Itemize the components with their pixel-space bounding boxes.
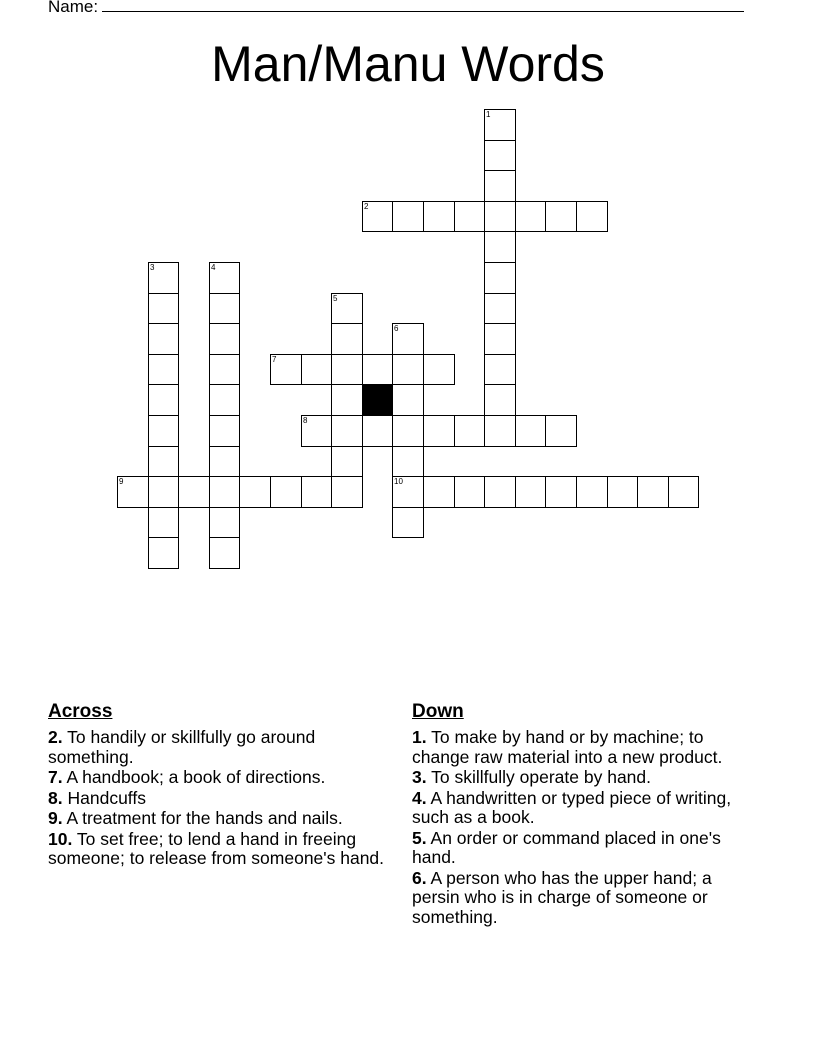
grid-cell[interactable]: [392, 323, 424, 355]
black-cell: [362, 384, 393, 416]
grid-cell[interactable]: [148, 293, 179, 324]
grid-cell[interactable]: [484, 140, 516, 171]
clue-down-4: 4. A handwritten or typed piece of writing, such as a book.: [412, 787, 732, 827]
grid-cell[interactable]: [484, 476, 516, 508]
grid-cell[interactable]: [148, 507, 179, 538]
cell-number: 9: [119, 477, 124, 486]
grid-cell[interactable]: [454, 201, 485, 232]
grid-cell[interactable]: [392, 476, 424, 508]
grid-cell[interactable]: [270, 354, 302, 385]
grid-cell[interactable]: [484, 293, 516, 324]
grid-cell[interactable]: [362, 201, 393, 232]
grid-cell[interactable]: [484, 262, 516, 294]
grid-cell[interactable]: [117, 476, 149, 508]
grid-cell[interactable]: [545, 476, 577, 508]
grid-cell[interactable]: [209, 446, 240, 477]
grid-cell[interactable]: [576, 201, 608, 232]
clue-down-3: 3. To skillfully operate by hand.: [412, 767, 651, 787]
down-heading: Down: [412, 701, 464, 722]
cell-number: 1: [486, 110, 491, 119]
grid-cell[interactable]: [301, 476, 332, 508]
grid-cell[interactable]: [209, 293, 240, 324]
grid-cell[interactable]: [362, 354, 393, 385]
grid-cell[interactable]: [148, 476, 179, 508]
grid-cell[interactable]: [148, 537, 179, 569]
cell-number: 2: [364, 202, 369, 211]
grid-cell[interactable]: [515, 415, 546, 447]
grid-cell[interactable]: [576, 476, 608, 508]
grid-cell[interactable]: [148, 446, 179, 477]
grid-cell[interactable]: [545, 201, 577, 232]
grid-cell[interactable]: [484, 201, 516, 232]
grid-cell[interactable]: [484, 384, 516, 416]
grid-cell[interactable]: [209, 537, 240, 569]
clue-across-7: 7. A handbook; a book of directions.: [48, 767, 326, 787]
cell-number: 5: [333, 294, 338, 303]
grid-cell[interactable]: [392, 415, 424, 447]
grid-cell[interactable]: [454, 476, 485, 508]
cell-number: 3: [150, 263, 155, 272]
grid-cell[interactable]: [148, 262, 179, 294]
across-clues: [48, 700, 388, 870]
clue-across-2: 2. To handily or skillfully go around something.: [48, 727, 316, 767]
grid-cell[interactable]: [515, 476, 546, 508]
grid-cell[interactable]: [545, 415, 577, 447]
grid-cell[interactable]: [301, 415, 332, 447]
clue-across-10: 10. To set free; to lend a hand in freeing someone; to release from someone's hand.: [48, 828, 385, 868]
grid-cell[interactable]: [331, 446, 363, 477]
grid-cell[interactable]: [209, 507, 240, 538]
grid-cell[interactable]: [148, 323, 179, 355]
grid-cell[interactable]: [331, 476, 363, 508]
grid-cell[interactable]: [209, 415, 240, 447]
grid-cell[interactable]: [209, 323, 240, 355]
grid-cell[interactable]: [148, 384, 179, 416]
clue-down-1: 1. To make by hand or by machine; to change raw material into a new product.: [412, 727, 723, 767]
grid-cell[interactable]: [392, 354, 424, 385]
grid-cell[interactable]: [668, 476, 699, 508]
grid-cell[interactable]: [209, 262, 240, 294]
grid-cell[interactable]: [607, 476, 638, 508]
grid-cell[interactable]: [484, 231, 516, 263]
grid-cell[interactable]: [270, 476, 302, 508]
grid-cell[interactable]: [209, 476, 240, 508]
grid-cell[interactable]: [301, 354, 332, 385]
grid-cell[interactable]: [209, 354, 240, 385]
across-heading: Across: [48, 701, 113, 722]
grid-cell[interactable]: [178, 476, 210, 508]
grid-cell[interactable]: [362, 415, 393, 447]
clue-down-5: 5. An order or command placed in one's hand.: [412, 827, 721, 867]
grid-cell[interactable]: [484, 109, 516, 141]
grid-cell[interactable]: [148, 354, 179, 385]
grid-cell[interactable]: [331, 293, 363, 324]
grid-cell[interactable]: [331, 354, 363, 385]
grid-cell[interactable]: [423, 201, 455, 232]
grid-cell[interactable]: [148, 415, 179, 447]
cell-number: 8: [303, 416, 308, 425]
grid-cell[interactable]: [423, 476, 455, 508]
grid-cell[interactable]: [239, 476, 271, 508]
name-label: Name:: [48, 0, 99, 16]
grid-cell[interactable]: [209, 384, 240, 416]
grid-cell[interactable]: [484, 323, 516, 355]
grid-cell[interactable]: [331, 323, 363, 355]
cell-number: 7: [272, 355, 277, 364]
down-clues: [412, 700, 752, 928]
grid-cell[interactable]: [484, 170, 516, 202]
clue-down-6: 6. A person who has the upper hand; a persin who is in charge of someone or something.: [412, 867, 712, 927]
grid-cell[interactable]: [331, 384, 363, 416]
grid-cell[interactable]: [515, 201, 546, 232]
grid-cell[interactable]: [392, 384, 424, 416]
grid-cell[interactable]: [423, 415, 455, 447]
clue-across-8: 8. Handcuffs: [48, 787, 146, 808]
cell-number: 6: [394, 324, 399, 333]
grid-cell[interactable]: [637, 476, 669, 508]
grid-cell[interactable]: [484, 415, 516, 447]
grid-cell[interactable]: [392, 507, 424, 538]
grid-cell[interactable]: [392, 201, 424, 232]
grid-cell[interactable]: [454, 415, 485, 447]
clue-across-9: 9. A treatment for the hands and nails.: [48, 808, 343, 828]
cell-number: 10: [394, 477, 403, 486]
cell-number: 4: [211, 263, 216, 272]
grid-cell[interactable]: [484, 354, 516, 385]
grid-cell[interactable]: [423, 354, 455, 385]
grid-cell[interactable]: [331, 415, 363, 447]
page-title: Man/Manu Words: [211, 36, 605, 92]
grid-cell[interactable]: [392, 446, 424, 477]
